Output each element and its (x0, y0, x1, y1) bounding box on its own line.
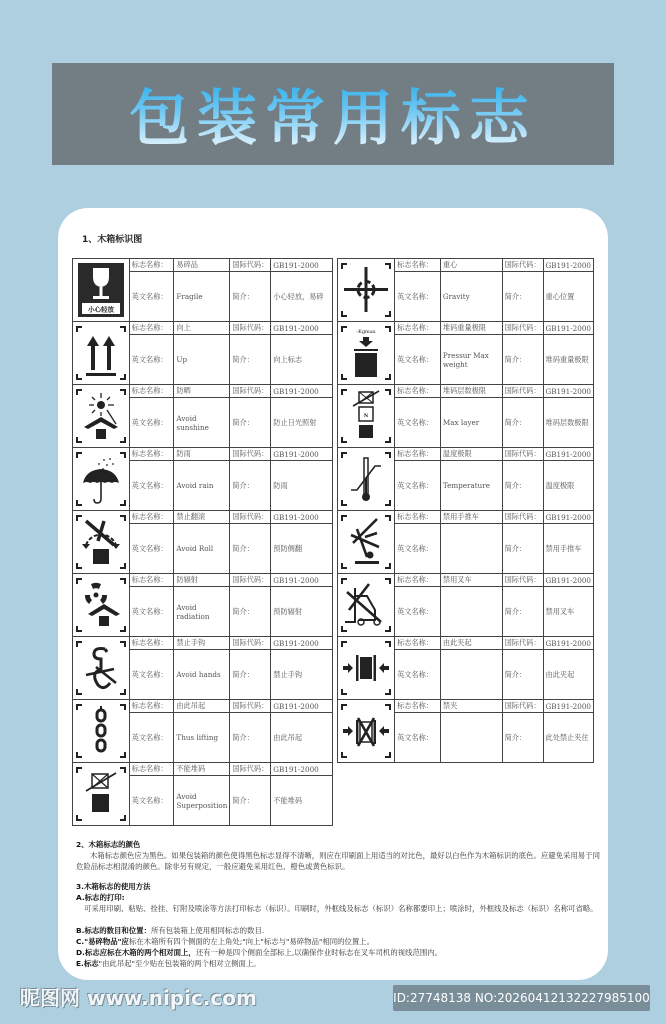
name-label: 标志名称： (129, 511, 174, 524)
sign-row (73, 385, 333, 398)
name-label: 标志名称： (129, 385, 174, 398)
sign-english-name: Up (174, 335, 230, 385)
sign-intro: 堆码重量极限 (543, 335, 593, 385)
sign-icon-cell (73, 763, 130, 826)
sign-english-name: Gravity (440, 272, 502, 322)
sign-intro: 此处禁止夹住 (543, 713, 593, 763)
sign-english-name (440, 713, 502, 763)
sign-english-name: Fragile (174, 272, 230, 322)
code-label: 国际代码： (230, 574, 271, 587)
sign-row (338, 448, 594, 461)
section3-c (76, 936, 374, 947)
section3-e (76, 958, 261, 969)
code-label: 国际代码： (230, 700, 271, 713)
en-label: 英文名称： (129, 461, 174, 511)
umbrella-icon (74, 450, 128, 508)
sign-intro: 堆码层数极限 (543, 398, 593, 448)
code-label: 国际代码： (502, 322, 543, 335)
name-label: 标志名称： (129, 700, 174, 713)
en-label: 英文名称： (129, 713, 174, 763)
sign-icon-cell (338, 574, 395, 637)
sign-intro: 禁止手钩 (271, 650, 333, 700)
name-label: 标志名称： (129, 448, 174, 461)
section3-c-body: 标在木箱所有四个侧面的左上角处;"向上"标志与"易碎物品"相同的位置上。 (128, 937, 375, 946)
thermometer-icon (339, 450, 393, 508)
sign-english-name: Avoid hands (174, 650, 230, 700)
sign-name: 不能堆码 (174, 763, 230, 776)
sign-code: GB191-2000 (271, 763, 333, 776)
sign-name: 禁夹 (440, 700, 502, 713)
left-sign-table (72, 258, 333, 826)
sign-name: 防辐射 (174, 574, 230, 587)
sign-intro: 禁用叉车 (543, 587, 593, 637)
sign-code: GB191-2000 (543, 259, 593, 272)
sign-name: 易碎品 (174, 259, 230, 272)
section3-d-body: 还有一种是四个侧面全部标上,以确保作业时标志在叉车司机的视线范围内。 (195, 948, 443, 957)
sign-name: 由此夹起 (440, 637, 502, 650)
clamp-here-icon (339, 639, 393, 697)
section3-d (76, 947, 442, 958)
name-label: 标志名称： (395, 511, 441, 524)
sign-intro: 温度极限 (543, 461, 593, 511)
name-label: 标志名称： (395, 637, 441, 650)
right-sign-table (337, 258, 594, 763)
section2-heading: 2、木箱标志的颜色 (76, 840, 141, 849)
section3-d-lead: D.标志应标在木箱的两个相对面上， (76, 948, 196, 957)
sign-code: GB191-2000 (271, 385, 333, 398)
no-roll-icon (74, 513, 128, 571)
name-label: 标志名称： (395, 259, 441, 272)
code-label: 国际代码： (502, 574, 543, 587)
sign-icon-cell (338, 448, 395, 511)
section3-e-lead: E.标志 (76, 959, 99, 968)
section3-b (76, 925, 264, 936)
en-label: 英文名称： (395, 335, 441, 385)
sign-icon-cell (73, 637, 130, 700)
section3-heading: 3.木箱标志的使用方法 (76, 882, 151, 891)
sign-name: 防晒 (174, 385, 230, 398)
stack-layer-limit-icon (339, 387, 393, 445)
image-id-badge: ID:27748138 NO:20260412132227985100 (393, 985, 650, 1011)
sign-code: GB191-2000 (543, 574, 593, 587)
en-label: 英文名称： (395, 398, 441, 448)
no-clamp-icon (339, 702, 393, 760)
code-label: 国际代码： (230, 637, 271, 650)
sign-code: GB191-2000 (543, 448, 593, 461)
sign-intro: 重心位置 (543, 272, 593, 322)
code-label: 国际代码： (230, 763, 271, 776)
section2-body: 木箱标志颜色应为黑色。如果包装箱的颜色使得黑色标志显得不清晰，则应在印刷面上用适当的对比色，最好以白色作为木箱标识的底色。应避免采用易于同危险品标志相混淆的颜色。除非另有规定，一般应避免采用红色、橙色或黄色标识。 (76, 851, 600, 871)
sign-icon-cell (338, 322, 395, 385)
sign-intro: 防止日光照射 (271, 398, 333, 448)
sign-name: 堆码层数极限 (440, 385, 502, 398)
name-label: 标志名称： (129, 637, 174, 650)
sign-code: GB191-2000 (271, 322, 333, 335)
en-label: 英文名称： (129, 335, 174, 385)
sign-icon-cell (73, 448, 130, 511)
sign-english-name: Thus lifting (174, 713, 230, 763)
sign-intro: 预防侧翻 (271, 524, 333, 574)
this-way-up-icon (74, 324, 128, 382)
section1-heading: 1、木箱标识图 (82, 235, 143, 245)
en-label: 英文名称： (395, 650, 441, 700)
svg-text:N: N (363, 413, 369, 419)
section3-a-body: 可采用印刷、粘贴、拴挂、钉附及喷涂等方法打印标志（标识）。印刷时，外框线及标志（标识）名称都要印上；喷涂时，外框线及标志（标识）名称可省略。 (84, 904, 598, 913)
sign-name: 禁止翻滚 (174, 511, 230, 524)
sign-icon-cell (73, 322, 130, 385)
code-label: 国际代码： (230, 385, 271, 398)
sign-name: 温度极限 (440, 448, 502, 461)
sign-english-name: Avoid Superposition (174, 776, 230, 826)
sign-english-name: Avoid rain (174, 461, 230, 511)
intro-label: 简介： (230, 272, 271, 322)
sign-name: 禁用手推车 (440, 511, 502, 524)
en-label: 英文名称： (129, 272, 174, 322)
sign-code: GB191-2000 (543, 322, 593, 335)
section3-a-heading: A.标志的打印: (76, 893, 125, 902)
intro-label: 简介： (230, 587, 271, 637)
name-label: 标志名称： (129, 574, 174, 587)
sign-intro: 预防辐射 (271, 587, 333, 637)
sign-row (73, 700, 333, 713)
en-label: 英文名称： (395, 461, 441, 511)
section3-b-lead: B.标志的数目和位置： (76, 926, 151, 935)
name-label: 标志名称： (129, 763, 174, 776)
name-label: 标志名称： (129, 259, 174, 272)
sign-name: 禁止手钩 (174, 637, 230, 650)
sign-row (73, 637, 333, 650)
sign-code: GB191-2000 (271, 448, 333, 461)
sign-row (338, 511, 594, 524)
sign-code: GB191-2000 (543, 511, 593, 524)
en-label: 英文名称： (395, 272, 441, 322)
intro-label: 简介： (230, 650, 271, 700)
sign-intro: 不能堆码 (271, 776, 333, 826)
sign-name: 重心 (440, 259, 502, 272)
sign-name: 禁用叉车 (440, 574, 502, 587)
sign-english-name (440, 650, 502, 700)
intro-label: 简介： (502, 650, 543, 700)
avoid-sunshine-icon (74, 387, 128, 445)
no-hook-icon (74, 639, 128, 697)
section3-c-lead: C."易碎物品"应 (76, 937, 129, 946)
chain-icon (74, 702, 128, 760)
sign-icon-cell (338, 385, 395, 448)
intro-label: 简介： (230, 776, 271, 826)
sign-row (73, 574, 333, 587)
intro-label: 简介： (502, 272, 543, 322)
en-label: 英文名称： (395, 587, 441, 637)
sign-name: 向上 (174, 322, 230, 335)
sign-intro: 小心轻放，易碎 (271, 272, 333, 322)
section3-b-body: 所有包装箱上使用相同标志的数目. (150, 926, 265, 935)
no-hand-truck-icon (339, 513, 393, 571)
watermark-logo: 昵图网 www.nipic.com (20, 986, 257, 1010)
sign-english-name: Avoid radiation (174, 587, 230, 637)
title-banner (52, 63, 614, 165)
sign-row (338, 259, 594, 272)
code-label: 国际代码： (502, 700, 543, 713)
sign-english-name: Avoid Roll (174, 524, 230, 574)
en-label: 英文名称： (395, 713, 441, 763)
sign-name: 防雨 (174, 448, 230, 461)
intro-label: 简介： (230, 335, 271, 385)
code-label: 国际代码： (502, 259, 543, 272)
sign-code: GB191-2000 (271, 574, 333, 587)
sign-intro: 由此吊起 (271, 713, 333, 763)
sign-english-name (440, 587, 502, 637)
sign-icon-cell (73, 385, 130, 448)
name-label: 标志名称： (395, 574, 441, 587)
sign-row (338, 385, 594, 398)
sign-english-name: Pressur Max weight (440, 335, 502, 385)
sign-english-name: Max layer (440, 398, 502, 448)
intro-label: 简介： (502, 713, 543, 763)
en-label: 英文名称： (129, 398, 174, 448)
stack-weight-limit-icon (339, 324, 393, 382)
code-label: 国际代码： (502, 511, 543, 524)
sign-row (73, 448, 333, 461)
intro-label: 简介： (502, 335, 543, 385)
code-label: 国际代码： (230, 259, 271, 272)
intro-label: 简介： (230, 461, 271, 511)
code-label: 国际代码： (502, 385, 543, 398)
sign-row (338, 574, 594, 587)
sign-intro: 禁用手推车 (543, 524, 593, 574)
sign-icon-cell (73, 259, 130, 322)
sign-icon-cell (73, 574, 130, 637)
page-title: 包装常用标志 (129, 71, 537, 157)
sign-row (73, 259, 333, 272)
sign-icon-cell (73, 700, 130, 763)
sign-icon-cell (73, 511, 130, 574)
sign-intro: 防雨 (271, 461, 333, 511)
sign-name: 由此吊起 (174, 700, 230, 713)
sign-code: GB191-2000 (271, 700, 333, 713)
intro-label: 简介： (230, 524, 271, 574)
fragile-icon (74, 261, 128, 319)
sign-intro: 向上标志 (271, 335, 333, 385)
code-label: 国际代码： (502, 637, 543, 650)
sign-english-name: Avoid sunshine (174, 398, 230, 448)
sign-english-name (440, 524, 502, 574)
sign-row (338, 637, 594, 650)
intro-label: 简介： (230, 398, 271, 448)
sign-icon-cell (338, 700, 395, 763)
name-label: 标志名称： (129, 322, 174, 335)
code-label: 国际代码： (502, 448, 543, 461)
intro-label: 简介： (502, 461, 543, 511)
en-label: 英文名称： (129, 776, 174, 826)
en-label: 英文名称： (129, 587, 174, 637)
center-of-gravity-icon (339, 261, 393, 319)
en-label: 英文名称： (129, 524, 174, 574)
sign-code: GB191-2000 (543, 637, 593, 650)
sign-row (73, 763, 333, 776)
code-label: 国际代码： (230, 322, 271, 335)
sign-row (73, 322, 333, 335)
sign-code: GB191-2000 (543, 700, 593, 713)
sign-name: 堆码重量极限 (440, 322, 502, 335)
sign-code: GB191-2000 (543, 385, 593, 398)
name-label: 标志名称： (395, 700, 441, 713)
intro-label: 简介： (502, 398, 543, 448)
svg-text:小心轻放: 小心轻放 (87, 305, 114, 314)
sign-icon-cell (338, 511, 395, 574)
name-label: 标志名称： (395, 385, 441, 398)
sign-icon-cell (338, 259, 395, 322)
en-label: 英文名称： (395, 524, 441, 574)
intro-label: 简介： (502, 524, 543, 574)
radiation-icon (74, 576, 128, 634)
sign-icon-cell (338, 637, 395, 700)
no-forklift-icon (339, 576, 393, 634)
svg-text:-Kgmax: -Kgmax (356, 329, 376, 335)
section3-e-body: "由此吊起"至少贴在包装箱的两个相对立侧面上。 (98, 959, 261, 968)
sign-code: GB191-2000 (271, 511, 333, 524)
name-label: 标志名称： (395, 322, 441, 335)
sign-row (338, 700, 594, 713)
sign-row (73, 511, 333, 524)
intro-label: 简介： (502, 587, 543, 637)
sign-code: GB191-2000 (271, 259, 333, 272)
code-label: 国际代码： (230, 448, 271, 461)
sign-english-name: Temperature (440, 461, 502, 511)
name-label: 标志名称： (395, 448, 441, 461)
sign-intro: 由此夹起 (543, 650, 593, 700)
code-label: 国际代码： (230, 511, 271, 524)
no-stack-icon (74, 765, 128, 823)
intro-label: 简介： (230, 713, 271, 763)
en-label: 英文名称： (129, 650, 174, 700)
sign-code: GB191-2000 (271, 637, 333, 650)
sign-row (338, 322, 594, 335)
